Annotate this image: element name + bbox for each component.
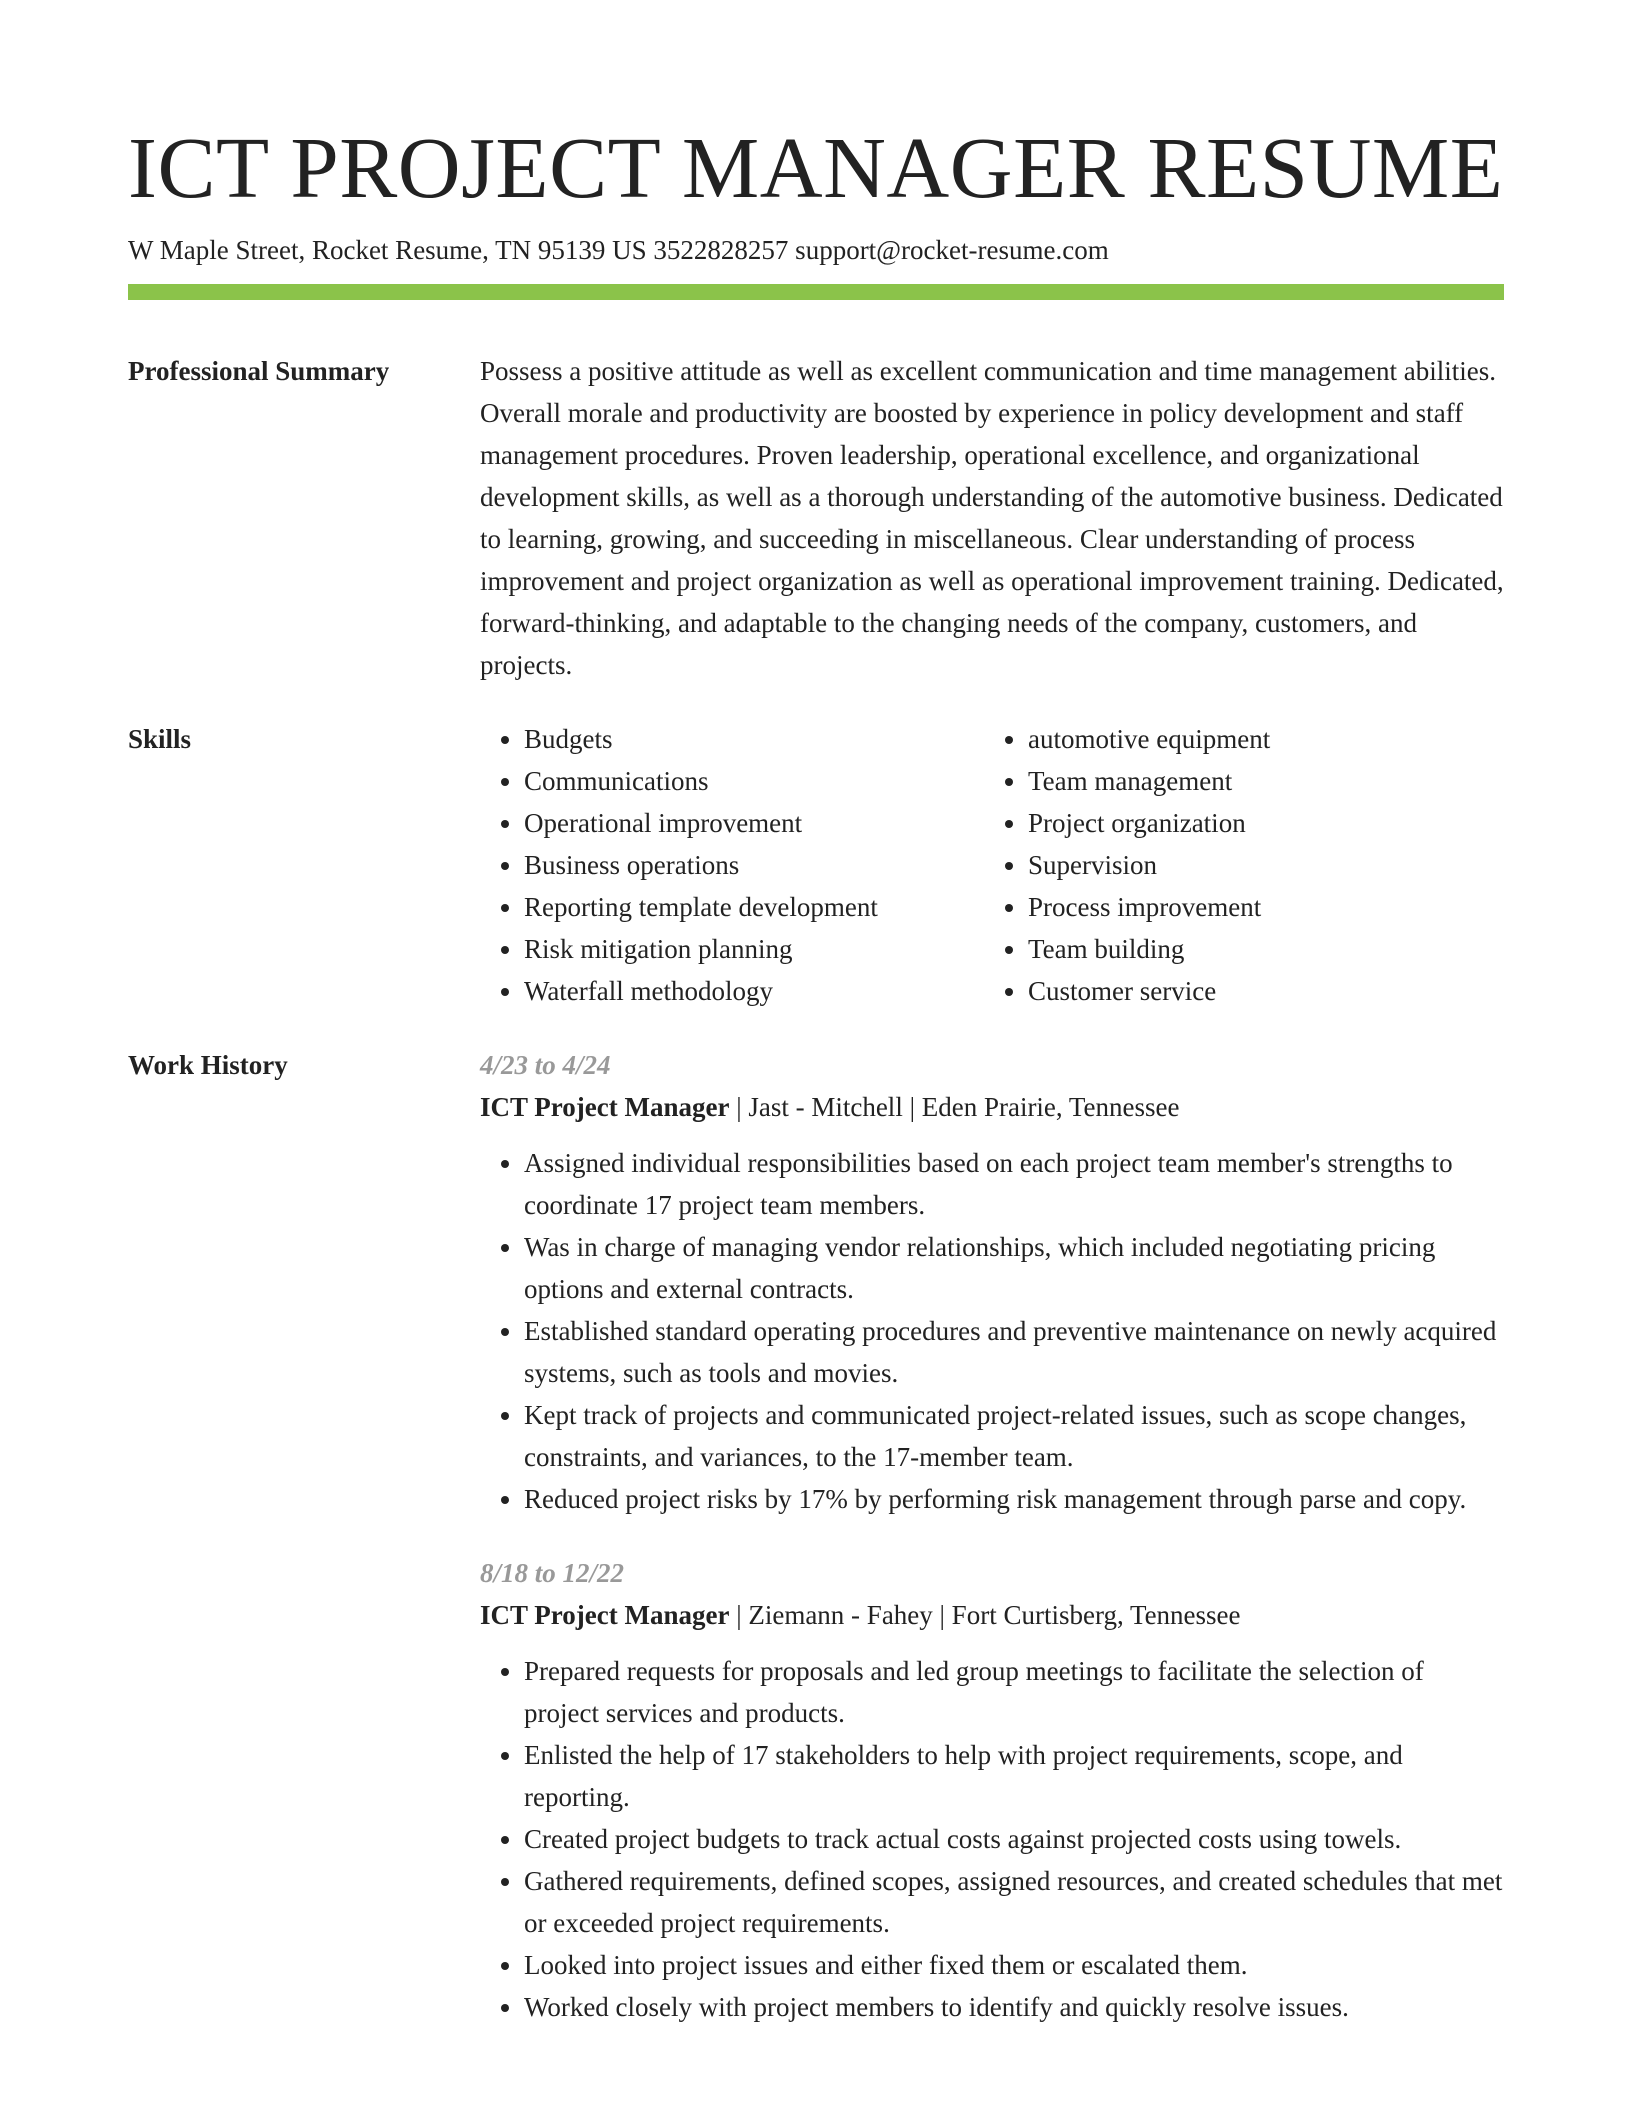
job-details: | Jast - Mitchell | Eden Prairie, Tennessee xyxy=(729,1092,1180,1122)
skill-item: • Operational improvement xyxy=(524,802,984,844)
resume-page xyxy=(128,112,1504,2028)
resume-title: ICT PROJECT MANAGER RESUME xyxy=(128,119,1504,216)
job-bullet: • Prepared requests for proposals and led group meetings to facilitate the selection of project services and products. xyxy=(524,1650,1504,1734)
skills-section xyxy=(128,718,1504,1012)
job-dates: 8/18 to 12/22 xyxy=(480,1558,625,1588)
job-entry xyxy=(480,1044,1504,1520)
work-history-list xyxy=(480,1044,1504,2028)
section-label-skills: Skills xyxy=(128,724,192,754)
skills-column-left xyxy=(480,718,984,1012)
job-bullet: • Created project budgets to track actual costs against projected costs using towels. xyxy=(524,1818,1504,1860)
header-divider xyxy=(128,284,1504,300)
skills-column-right xyxy=(984,718,1488,1012)
job-entry xyxy=(480,1552,1504,2028)
job-bullets xyxy=(480,1650,1504,2028)
skill-item: • Business operations xyxy=(524,844,984,886)
job-heading xyxy=(480,1086,1504,1128)
job-bullet: • Was in charge of managing vendor relationships, which included negotiating pricing options and external contracts. xyxy=(524,1226,1504,1310)
skill-item: • Supervision xyxy=(1028,844,1488,886)
job-bullet: • Kept track of projects and communicated project-related issues, such as scope changes, constraints, and variances, to the 17-member team. xyxy=(524,1394,1504,1478)
job-bullet: • Worked closely with project members to identify and quickly resolve issues. xyxy=(524,1986,1504,2028)
summary-text: Possess a positive attitude as well as excellent communication and time management abilities. Overall morale and productivity are boosted by experience in policy development and staff management procedures. Proven leadership, operational excellence, and organizational development skills, as well as a thorough understanding of the automotive business. Dedicated to learning, growing, and succeeding in miscellaneous. Clear understanding of process improvement and project organization as well as operational improvement training. Dedicated, forward-thinking, and adaptable to the changing needs of the company, customers, and projects. xyxy=(480,356,1504,680)
skill-item: • Team building xyxy=(1028,928,1488,970)
job-dates: 4/23 to 4/24 xyxy=(480,1050,611,1080)
skill-item: • Risk mitigation planning xyxy=(524,928,984,970)
skill-item: • automotive equipment xyxy=(1028,718,1488,760)
skill-item: • Project organization xyxy=(1028,802,1488,844)
job-bullet: • Reduced project risks by 17% by performing risk management through parse and copy. xyxy=(524,1478,1504,1520)
section-label-work: Work History xyxy=(128,1050,288,1080)
skills-list xyxy=(480,718,1504,1012)
skill-item: • Customer service xyxy=(1028,970,1488,1012)
job-details: | Ziemann - Fahey | Fort Curtisberg, Tennessee xyxy=(729,1600,1241,1630)
job-title: ICT Project Manager xyxy=(480,1092,730,1122)
skill-item: • Budgets xyxy=(524,718,984,760)
job-title: ICT Project Manager xyxy=(480,1600,730,1630)
job-bullet: • Enlisted the help of 17 stakeholders to help with project requirements, scope, and reporting. xyxy=(524,1734,1504,1818)
skill-item: • Process improvement xyxy=(1028,886,1488,928)
skill-item: • Communications xyxy=(524,760,984,802)
skill-item: • Reporting template development xyxy=(524,886,984,928)
work-history-section xyxy=(128,1044,1504,2028)
skill-item: • Waterfall methodology xyxy=(524,970,984,1012)
job-bullet: • Looked into project issues and either fixed them or escalated them. xyxy=(524,1944,1504,1986)
section-label-summary: Professional Summary xyxy=(128,356,390,386)
job-bullet: • Established standard operating procedures and preventive maintenance on newly acquired systems, such as tools and movies. xyxy=(524,1310,1504,1394)
professional-summary-section xyxy=(128,350,1504,686)
job-heading xyxy=(480,1594,1504,1636)
job-bullet: • Assigned individual responsibilities based on each project team member's strengths to coordinate 17 project team members. xyxy=(524,1142,1504,1226)
skill-item: • Team management xyxy=(1028,760,1488,802)
job-bullet: • Gathered requirements, defined scopes, assigned resources, and created schedules that met or exceeded project requirements. xyxy=(524,1860,1504,1944)
job-bullets xyxy=(480,1142,1504,1520)
contact-line: W Maple Street, Rocket Resume, TN 95139 US 3522828257 support@rocket-resume.com xyxy=(128,235,1109,265)
